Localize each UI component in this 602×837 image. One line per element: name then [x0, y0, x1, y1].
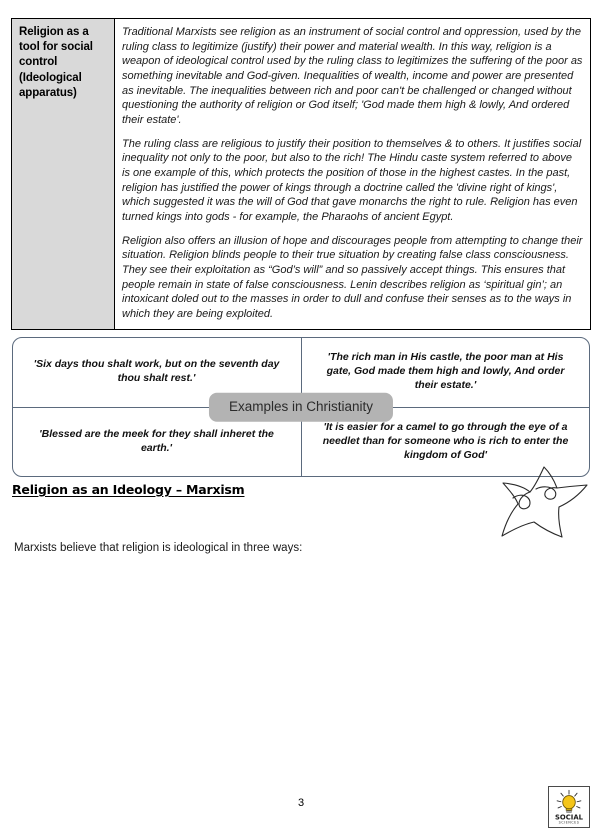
- quote-cell-bottom-right: 'It is easier for a camel to go through the eye of a needlet than for someone who is rich to enter the kingdom of God': [322, 421, 569, 461]
- content-table: [11, 18, 591, 330]
- examples-quote-grid: [12, 337, 590, 477]
- paragraph-1: Traditional Marxists see religion as an instrument of social control and oppression, used by the ruling class to legitimize (justify) their power and material wealth. In this way, religion is a weapon of ideological control used by the ruling class to legitimizes the suffering of the poor as something inevitable and God-given. Inequalities of wealth, income and power are presented as inevitable. The inequalities between rich and poor can't be challenged or changed without questioning the authority of religion or God itself; 'God made them high & lowly, And ordered their estate'.: [122, 26, 583, 127]
- page-number: 3: [297, 797, 305, 809]
- table-row-content: [115, 19, 591, 330]
- paragraph-3: Religion also offers an illusion of hope and discourages people from attempting to change their situation. Religion blinds people to their true situation by creating false class consciousness. They see their exploitation as “God’s will” and so passively accept things. This ensures that people remain in state of false consciousness. Lenin describes religion as ‘spiritual gin’; an intoxicant doled out to the masses in order to dull and confuse their senses as to the ways in which they are being exploited.: [122, 234, 583, 321]
- section-body-text: Marxists believe that religion is ideological in three ways:: [14, 542, 303, 554]
- quote-cell-bottom-left: 'Blessed are the meek for they shall inheret the earth.': [39, 428, 274, 454]
- quote-cell-top-right: 'The rich man in His castle, the poor man at His gate, God made them high and lowly, And order their estate.': [326, 351, 565, 391]
- lightbulb-logo-icon: [549, 787, 589, 827]
- table-row: [12, 19, 591, 330]
- paragraph-2: The ruling class are religious to justify their position to themselves & to others. It justifies social inequality not only to the poor, but also to the rich! The Hindu caste system referred to above is one example of this, which protects the position of those in the highest castes. In the past, religion has justified the power of kings through a doctrine called the 'divine right of kings', which suggested it was the will of God that gave monarchs the right to rule. Religion has even turned kings into gods - for example, the Pharaohs of ancient Egypt.: [122, 137, 582, 224]
- table-row-label: Religion as a tool for social control (Ideological apparatus): [12, 19, 115, 330]
- examples-in-christianity-label: Examples in Christianity: [209, 393, 393, 422]
- logo-word: SOCIAL: [555, 813, 583, 822]
- hand-drawn-star-icon: [486, 462, 596, 544]
- social-sciences-logo: [548, 786, 590, 828]
- quote-cell-top-left: 'Six days thou shalt work, but on the seventh day thou shalt rest.': [33, 358, 280, 384]
- logo-subtext: SCIENCES: [558, 820, 580, 825]
- section-heading: Religion as an Ideology – Marxism: [12, 482, 245, 497]
